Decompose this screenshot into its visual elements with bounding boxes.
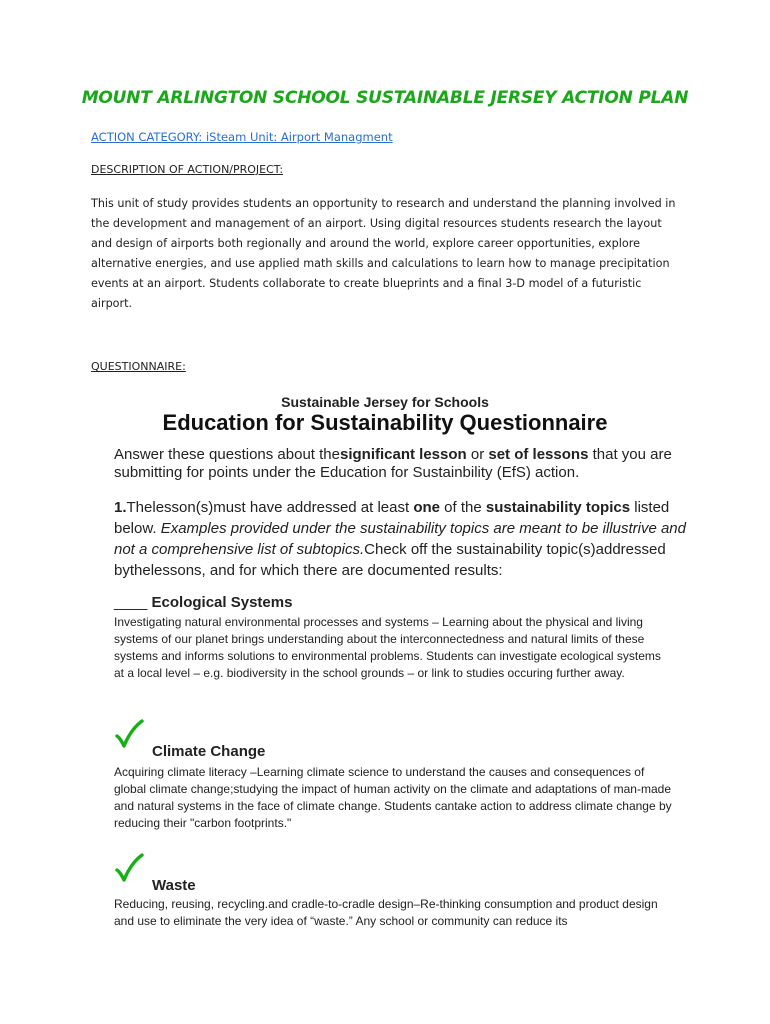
description-line: alternative energies, and use applied math skills and calculations to learn how to manage precipitation <box>91 257 670 270</box>
questionnaire-intro <box>114 446 704 482</box>
questionnaire-title: Education for Sustainability Questionnaire <box>162 410 608 435</box>
description-line: the development and management of an airport. Using digital resources students research the layout <box>91 217 662 230</box>
question-text: Thelesson(s)must have addressed at least <box>126 499 414 516</box>
questionnaire-subtitle: Sustainable Jersey for Schools <box>281 394 489 410</box>
intro-text: or <box>466 446 489 463</box>
question-bold-one: one <box>413 499 440 516</box>
intro-bold-set-of-lessons: set of lessons <box>488 446 589 463</box>
question-italic-note: Examples provided under the sustainability topics are meant to be illustrive and not a comprehensive list of subtopics. <box>114 520 686 558</box>
intro-bold-significant-lesson: significant lesson <box>339 446 467 463</box>
description-line: and design of airports both regionally and around the world, explore career opportunities, explore <box>91 237 640 250</box>
question-1 <box>114 497 704 581</box>
description-heading: DESCRIPTION OF ACTION/PROJECT: <box>91 163 284 176</box>
checkmark-icon <box>114 718 144 750</box>
topic-climate-change-heading: Climate Change <box>152 743 266 760</box>
description-line: events at an airport. Students collaborate to create blueprints and a final 3-D model of a futuristic <box>91 277 642 290</box>
question-number: 1. <box>114 499 127 516</box>
topic-checkbox-blank[interactable]: ____ <box>114 594 148 611</box>
question-text: listed below. <box>114 499 670 537</box>
topic-waste-heading: Waste <box>152 877 196 894</box>
intro-text: Answer these questions about the <box>114 446 340 463</box>
questionnaire-heading: QUESTIONNAIRE: <box>91 360 186 373</box>
checkmark-icon <box>114 852 144 884</box>
topic-waste-body: Reducing, reusing, recycling.and cradle-to-cradle design–Re-thinking consumption and product design and use to eliminate the very idea of “waste.” Any school or community can reduce its <box>114 897 658 928</box>
action-category: ACTION CATEGORY: iSteam Unit: Airport Managment <box>91 130 393 144</box>
topic-ecological-systems-heading <box>114 594 292 611</box>
topic-climate-change-body: Acquiring climate literacy –Learning climate science to understand the causes and consequences of global climate change;studying the impact of human activity on the climate and adaptations of man-made and natural systems in the face of climate change. Students cantake action to address climate change by reducing their "carbon footprints." <box>114 765 672 830</box>
description-body <box>91 194 691 314</box>
page-title: MOUNT ARLINGTON SCHOOL SUSTAINABLE JERSEY ACTION PLAN <box>81 88 689 108</box>
topic-title: Ecological Systems <box>151 594 293 611</box>
intro-text: that you are submitting for points under the Education for Sustainbility (EfS) action. <box>114 446 672 481</box>
description-line: airport. <box>91 297 133 310</box>
description-line: This unit of study provides students an opportunity to research and understand the planning involved in <box>91 197 676 210</box>
question-bold-topics: sustainability topics <box>485 499 631 516</box>
question-text: Check off the sustainability topic(s)addressed bythelessons, and for which there are documented results: <box>114 541 666 579</box>
question-text: of the <box>440 499 486 516</box>
topic-ecological-systems-body: Investigating natural environmental processes and systems – Learning about the physical and living systems of our planet brings understanding about the interconnectedness and natural limits of these systems and informs solutions to environmental problems. Students can investigate ecological systems at a local level – e.g. biodiversity in the school grounds – or link to studies occuring further away. <box>114 615 661 680</box>
